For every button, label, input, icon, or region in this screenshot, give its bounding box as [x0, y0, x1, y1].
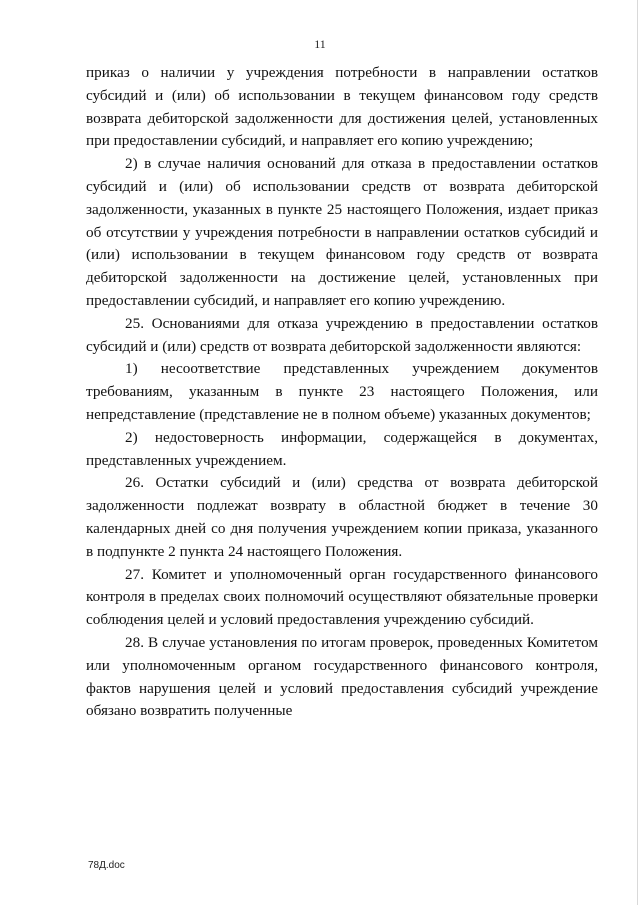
paragraph-continuation: приказ о наличии у учреждения потребности в направлении остатков субсидий и (или) об использовании в текущем финансовом году средств возврата дебиторской задолженности для достижения целей, установленных при предоставлении субсидий, и направляет его копию учреждению; — [86, 64, 598, 150]
footer-file-name: 78Д.doc — [88, 860, 125, 871]
page-number: 11 — [314, 37, 326, 51]
paragraph-item-2: 2) в случае наличия оснований для отказа в предоставлении остатков субсидий и (или) об использовании средств от возврата дебиторской задолженности, указанных в пункте 25 настоящего Положения, издает приказ об отсутствии у учреждения потребности в направлении остатков субсидий и (или) использовании в текущем финансовом году средств от возврата дебиторской задолженности на достижение целей, установленных при предоставлении субсидий, и направляет его копию учреждению. — [86, 155, 598, 309]
paragraph-25-item-2: 2) недостоверность информации, содержащейся в документах, представленных учреждением. — [86, 428, 598, 469]
paragraph-27: 27. Комитет и уполномоченный орган государственного финансового контроля в пределах своих полномочий осуществляют обязательные проверки соблюдения целей и условий предоставления учреждению субсидий. — [86, 565, 598, 629]
paragraph-25-item-1: 1) несоответствие представленных учреждением документов требованиям, указанным в пункте 23 настоящего Положения, или непредставление (представление не в полном объеме) указанных документов; — [86, 360, 598, 423]
paragraph-26: 26. Остатки субсидий и (или) средства от возврата дебиторской задолженности подлежат возврату в областной бюджет в течение 30 календарных дней со дня получения учреждением копии приказа, указанного в подпункте 2 пункта 24 настоящего Положения. — [86, 474, 598, 560]
scan-edge-line — [637, 0, 638, 905]
document-body — [86, 62, 598, 723]
paragraph-28: 28. В случае установления по итогам проверок, проведенных Комитетом или уполномоченным органом государственного финансового контроля, фактов нарушения целей и условий предоставления субсидий учреждение обязано возвратить полученные — [86, 633, 598, 720]
paragraph-25: 25. Основаниями для отказа учреждению в предоставлении остатков субсидий и (или) средств от возврата дебиторской задолженности являются: — [86, 314, 598, 355]
